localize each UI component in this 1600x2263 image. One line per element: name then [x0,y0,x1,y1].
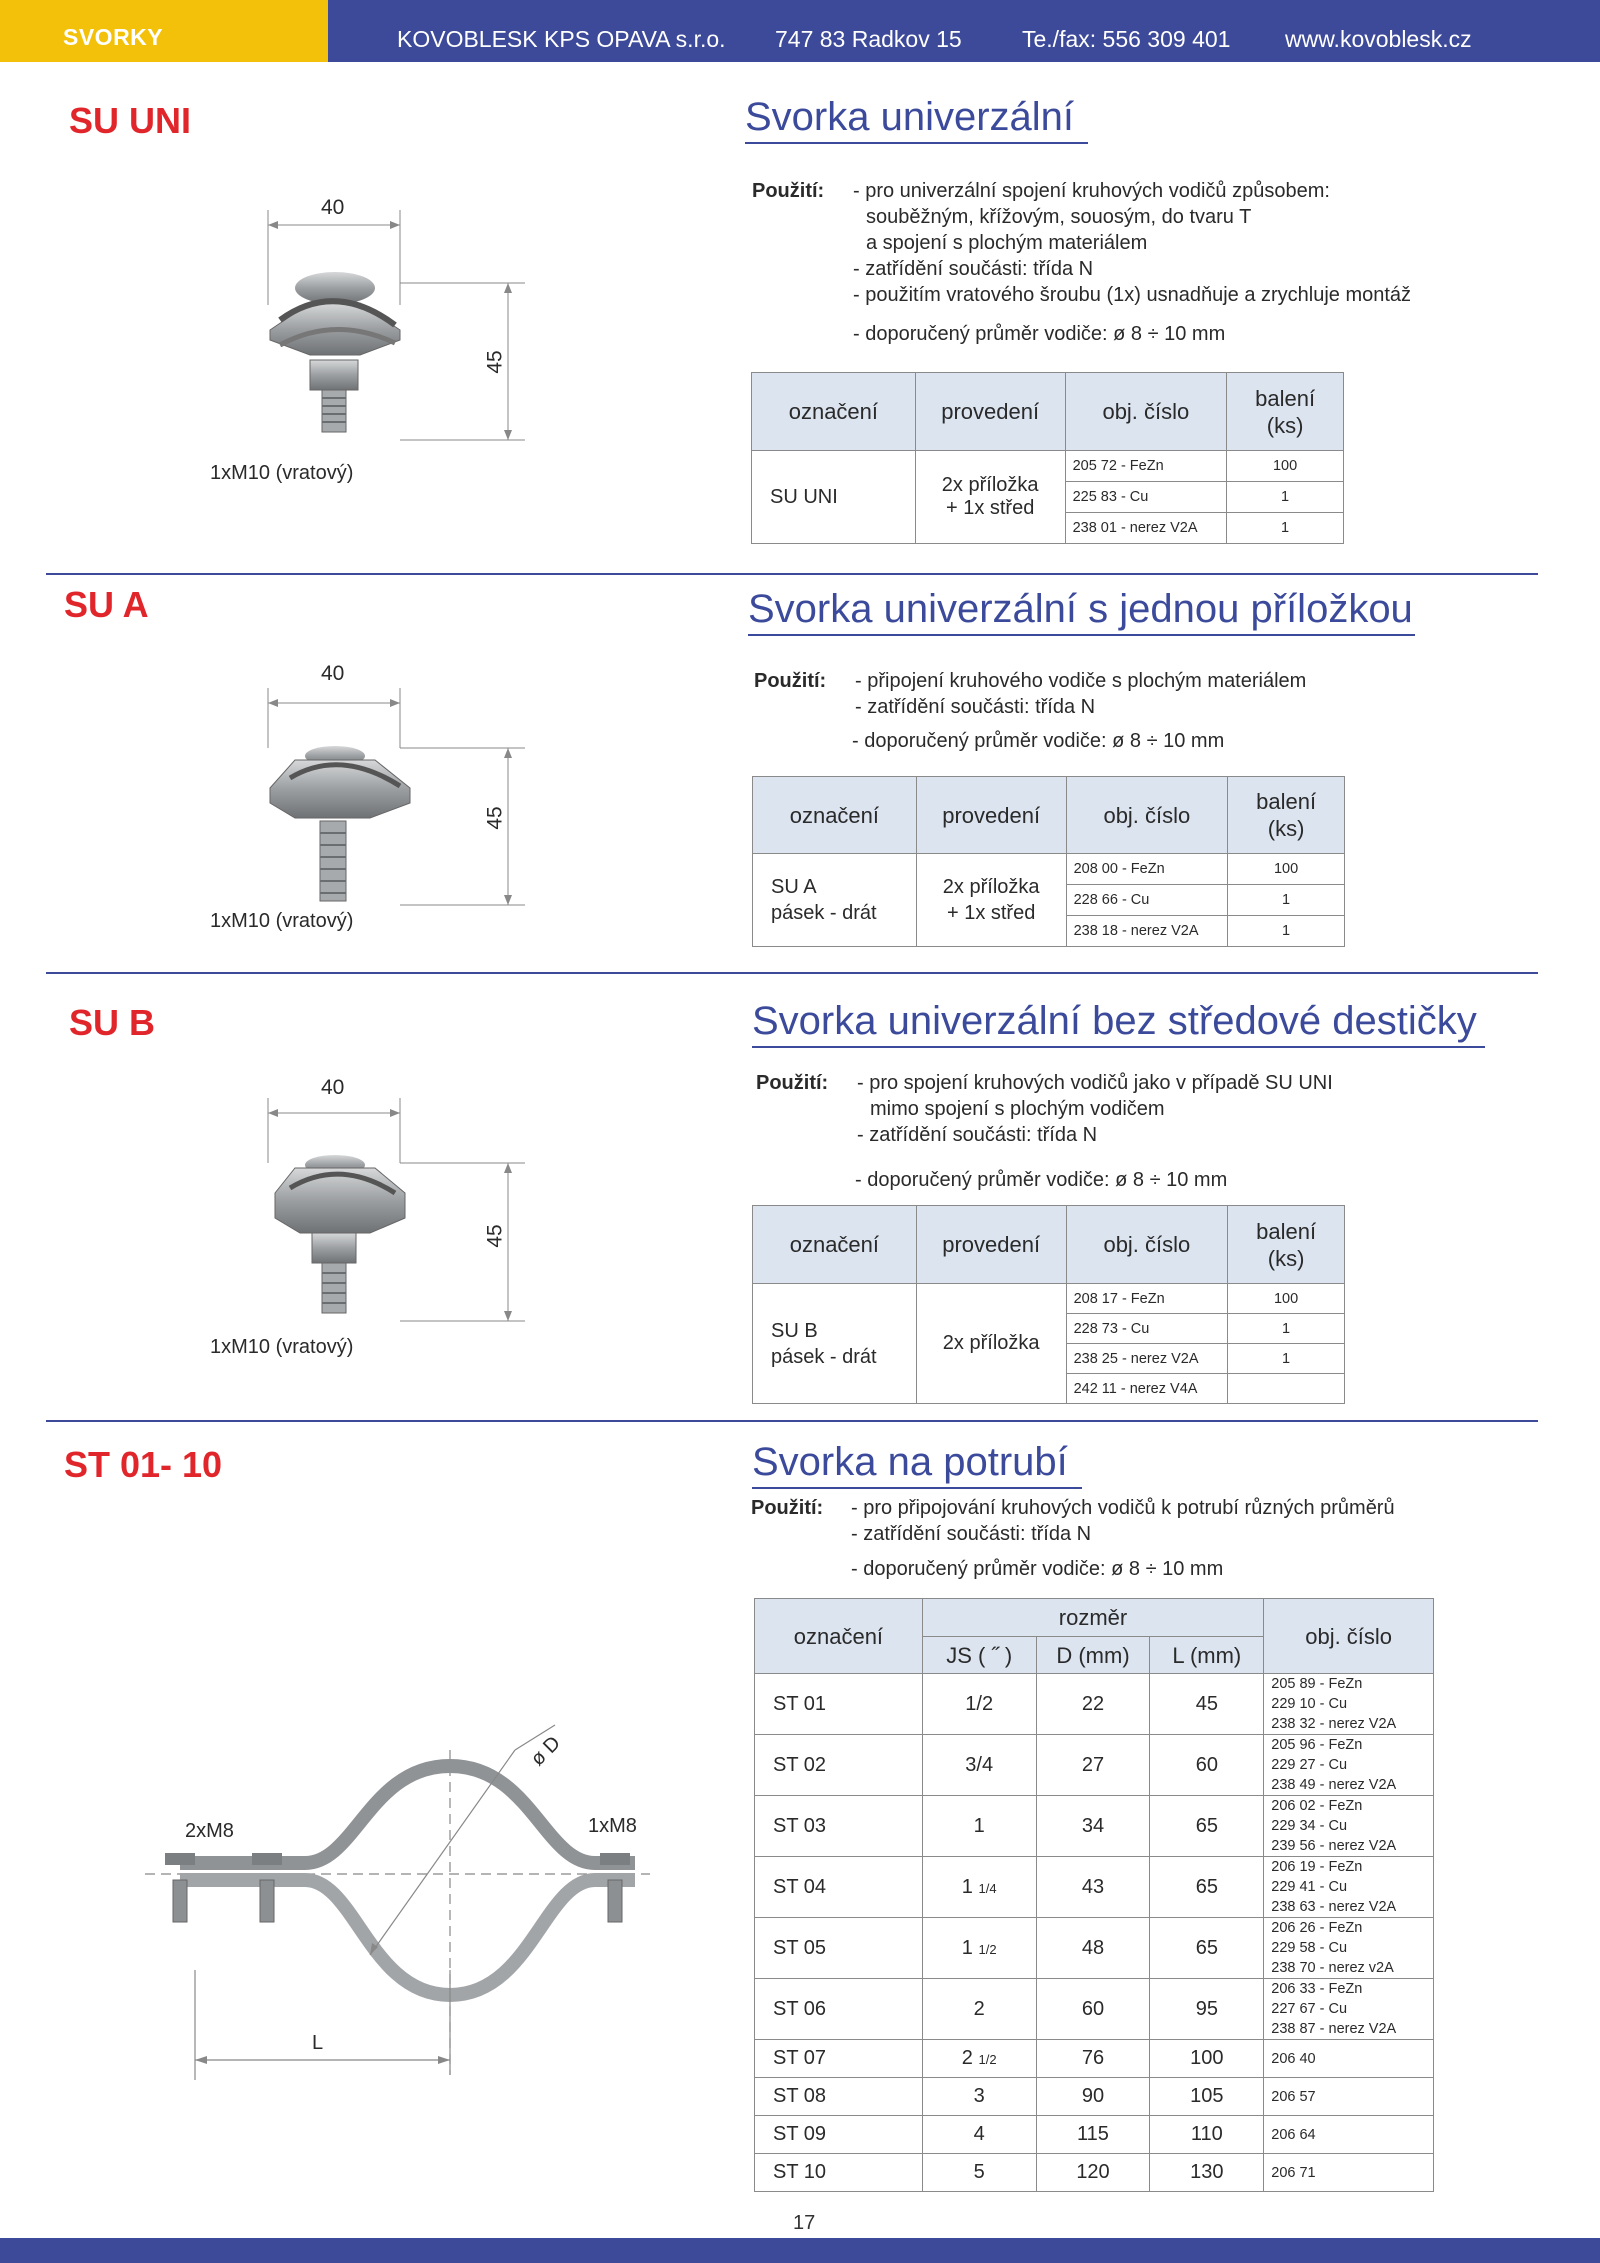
dimension-width-su-uni: 40 [321,196,345,219]
section-divider [46,573,1538,575]
dimension-width-su-a: 40 [321,662,345,685]
bolt-note-su-b: 1xM10 (vratový) [210,1336,354,1358]
obj-cislo-line: 206 19 - FeZn [1271,1859,1363,1875]
obj-cislo-line: 206 40 [1271,2050,1316,2067]
cell-baleni: 1 [1228,885,1345,916]
provedeni-line-1: 2x příložka [942,876,1040,898]
obj-cislo-line: 238 87 - nerez V2A [1271,2021,1397,2037]
col-header-baleni [1228,1206,1345,1284]
baleni-line-1: balení [1256,789,1317,814]
cell-oznaceni: ST 06 [755,1979,923,2040]
col-header-provedeni: provedení [916,1206,1066,1284]
product-code-st: ST 01- 10 [64,1444,223,1485]
cell-d: 115 [1036,2116,1150,2154]
col-header-provedeni: provedení [915,373,1065,451]
cell-obj-cislo: 228 73 - Cu [1066,1314,1228,1344]
usage-label-st: Použití: [751,1497,824,1519]
cell-js [922,2040,1036,2078]
js-value: 1/2 [965,1692,994,1715]
obj-cislo-line: 206 02 - FeZn [1271,1798,1363,1814]
spec-table-su-b [752,1205,1345,1404]
provedeni-line-2: + 1x střed [945,497,1035,519]
spec-table-su-uni [751,372,1344,544]
usage-line: - doporučený průměr vodiče: ø 8 ÷ 10 mm [853,323,1226,345]
cell-provedeni: 2x příložka [916,1284,1066,1404]
js-value: 2 [973,1997,985,2020]
cell-obj-cislo [1264,1674,1434,1735]
cell-baleni: 1 [1228,1314,1345,1344]
js-fraction: 1/2 [978,1941,997,1957]
obj-cislo-line: 205 96 - FeZn [1271,1737,1363,1753]
obj-cislo-line: 206 64 [1271,2126,1316,2143]
obj-cislo-line: 239 56 - nerez V2A [1271,1838,1397,1854]
dimension-height-su-b: 45 [483,1224,507,1248]
table-row [755,2078,1434,2116]
table-header-row [753,777,1345,854]
oznaceni-line-1: SU A [771,876,817,898]
clamp-illustration-su-a [250,678,530,913]
table-row [755,1857,1434,1918]
spec-table-st [754,1598,1434,2192]
usage-line: - doporučený průměr vodiče: ø 8 ÷ 10 mm [855,1169,1228,1191]
cell-baleni: 1 [1227,513,1344,544]
table-row [755,1735,1434,1796]
cell-l: 100 [1150,2040,1264,2078]
cell-baleni: 1 [1227,482,1344,513]
cell-oznaceni: ST 09 [755,2116,923,2154]
cell-obj-cislo: 238 18 - nerez V2A [1066,916,1228,947]
js-fraction: 1/4 [978,1880,997,1896]
cell-l: 65 [1150,1918,1264,1979]
page-number: 17 [793,2212,816,2234]
cell-baleni: 100 [1228,854,1345,885]
cell-l: 65 [1150,1796,1264,1857]
usage-line: - zatřídění součásti: třída N [855,696,1096,718]
obj-cislo-line: 229 34 - Cu [1271,1818,1348,1834]
obj-cislo-line: 238 63 - nerez V2A [1271,1899,1397,1915]
usage-label-su-uni: Použití: [752,180,825,202]
section-tag [0,0,328,62]
js-value: 3/4 [965,1753,994,1776]
cell-obj-cislo [1264,1979,1434,2040]
diameter-label: ø D [526,1731,565,1771]
cell-d: 120 [1036,2154,1150,2192]
table-header-row [753,1206,1345,1284]
cell-oznaceni: ST 07 [755,2040,923,2078]
oznaceni-line-2: pásek - drát [771,1345,877,1368]
company-web: www.kovoblesk.cz [1285,26,1472,52]
usage-line: - doporučený průměr vodiče: ø 8 ÷ 10 mm [851,1558,1224,1580]
page-header [0,0,1600,62]
company-address: 747 83 Radkov 15 [775,26,962,52]
cell-obj-cislo: 238 25 - nerez V2A [1066,1344,1228,1374]
provedeni-line-1: 2x příložka [941,474,1039,496]
spec-table-su-a [752,776,1345,947]
table-row [752,451,1344,482]
cell-oznaceni: ST 01 [755,1674,923,1735]
usage-line: - pro připojování kruhových vodičů k potrubí různých průměrů [851,1497,1395,1519]
company-phone: Te./fax: 556 309 401 [1022,26,1231,52]
cell-d: 48 [1036,1918,1150,1979]
usage-line: - zatřídění součásti: třída N [851,1523,1092,1545]
pipe-clamp-illustration [140,1730,660,2090]
cell-l: 130 [1150,2154,1264,2192]
dimension-height-su-a: 45 [483,806,507,830]
table-row [753,854,1345,885]
cell-obj-cislo [1264,2040,1434,2078]
oznaceni-line-2: pásek - drát [771,902,877,924]
js-value: 1 [961,1875,973,1898]
product-title-su-uni: Svorka univerzální [745,95,1088,144]
dimension-height-su-uni: 45 [483,350,507,374]
col-header-provedeni: provedení [916,777,1066,854]
cell-l: 105 [1150,2078,1264,2116]
obj-cislo-line: 238 32 - nerez V2A [1271,1716,1397,1732]
obj-cislo-line: 206 57 [1271,2088,1316,2105]
table-row [755,1979,1434,2040]
cell-baleni [1228,1374,1345,1404]
table-row [755,2116,1434,2154]
cell-obj-cislo [1264,2154,1434,2192]
usage-line: - pro spojení kruhových vodičů jako v případě SU UNI [857,1072,1333,1094]
table-row [755,1796,1434,1857]
cell-js [922,1796,1036,1857]
obj-cislo-line: 238 70 - nerez v2A [1271,1960,1394,1976]
cell-obj-cislo [1264,1918,1434,1979]
js-fraction: 1/2 [978,2052,997,2067]
cell-oznaceni: ST 03 [755,1796,923,1857]
cell-baleni: 1 [1228,916,1345,947]
cell-js [922,2078,1036,2116]
table-header-row [755,1599,1434,1637]
js-value: 5 [973,2161,985,2183]
cell-d: 34 [1036,1796,1150,1857]
obj-cislo-line: 227 67 - Cu [1271,2001,1348,2017]
cell-oznaceni: ST 08 [755,2078,923,2116]
cell-js [922,2154,1036,2192]
cell-d: 76 [1036,2040,1150,2078]
usage-line: - doporučený průměr vodiče: ø 8 ÷ 10 mm [852,730,1225,752]
product-title-su-b: Svorka univerzální bez středové destičky [752,999,1485,1048]
cell-l: 60 [1150,1735,1264,1796]
cell-d: 43 [1036,1857,1150,1918]
obj-cislo-line: 206 71 [1271,2164,1316,2181]
cell-oznaceni: ST 04 [755,1857,923,1918]
js-value: 4 [973,2123,985,2145]
cell-js [922,2116,1036,2154]
cell-js [922,1857,1036,1918]
cell-obj-cislo: 208 17 - FeZn [1066,1284,1228,1314]
cell-l: 95 [1150,1979,1264,2040]
cell-baleni: 1 [1228,1344,1345,1374]
table-row [755,1918,1434,1979]
right-bolt-label: 1xM8 [588,1815,637,1837]
oznaceni-line-1: SU B [771,1319,818,1342]
obj-cislo-line: 238 49 - nerez V2A [1271,1777,1397,1793]
product-code-su-a: SU A [64,584,149,625]
col-header-obj-cislo: obj. číslo [1066,777,1228,854]
cell-js [922,1979,1036,2040]
cell-oznaceni [753,1284,917,1404]
obj-cislo-line: 229 10 - Cu [1271,1696,1348,1712]
length-label: L [312,2032,324,2054]
obj-cislo-line: 206 26 - FeZn [1271,1920,1363,1936]
js-value: 2 [961,2047,973,2069]
baleni-line-2: (ks) [1267,1245,1305,1271]
col-header-oznaceni: označení [753,777,917,854]
clamp-illustration-su-uni [250,195,530,455]
usage-label-su-b: Použití: [756,1072,829,1094]
cell-provedeni [915,451,1065,544]
company-name: KOVOBLESK KPS OPAVA s.r.o. [397,26,726,52]
obj-cislo-line: 229 27 - Cu [1271,1757,1348,1773]
obj-cislo-line: 229 58 - Cu [1271,1940,1348,1956]
bolt-note-su-a: 1xM10 (vratový) [210,910,354,932]
usage-label-su-a: Použití: [754,670,827,692]
col-header-obj-cislo: obj. číslo [1264,1599,1434,1674]
cell-oznaceni: ST 02 [755,1735,923,1796]
js-value: 1 [973,1814,985,1837]
usage-line: - připojení kruhového vodiče s plochým materiálem [855,670,1307,692]
cell-obj-cislo: 225 83 - Cu [1065,482,1227,513]
col-header-oznaceni: označení [753,1206,917,1284]
cell-oznaceni: ST 10 [755,2154,923,2192]
js-value: 3 [973,2085,985,2107]
cell-obj-cislo: 208 00 - FeZn [1066,854,1228,885]
baleni-line-2: (ks) [1266,412,1304,438]
page-footer-bar [0,2238,1600,2263]
cell-obj-cislo: 205 72 - FeZn [1065,451,1227,482]
section-tag-label: SVORKY [63,24,164,50]
col-header-obj-cislo: obj. číslo [1066,1206,1228,1284]
cell-oznaceni [753,854,917,947]
usage-line: - pro univerzální spojení kruhových vodičů způsobem: [853,180,1330,202]
cell-js [922,1735,1036,1796]
cell-d: 22 [1036,1674,1150,1735]
provedeni-line-2: + 1x střed [946,902,1036,924]
cell-provedeni [916,854,1066,947]
usage-line: - použitím vratového šroubu (1x) usnadňuje a zrychluje montáž [853,284,1412,306]
usage-line: - zatřídění součásti: třída N [857,1124,1098,1146]
col-header-rozmer: rozměr [922,1599,1263,1637]
cell-d: 27 [1036,1735,1150,1796]
baleni-line-2: (ks) [1267,816,1305,841]
obj-cislo-line: 206 33 - FeZn [1271,1981,1363,1997]
col-header-obj-cislo: obj. číslo [1065,373,1227,451]
col-header-oznaceni: označení [755,1599,923,1674]
cell-l: 45 [1150,1674,1264,1735]
col-header-baleni [1227,373,1344,451]
obj-cislo-line: 229 41 - Cu [1271,1879,1348,1895]
table-header-row [752,373,1344,451]
clamp-illustration-su-b [250,1093,530,1333]
cell-l: 110 [1150,2116,1264,2154]
product-title-su-a: Svorka univerzální s jednou příložkou [748,587,1415,636]
left-bolt-label: 2xM8 [185,1820,234,1842]
cell-d: 90 [1036,2078,1150,2116]
col-header-js: JS ( ˝ ) [922,1637,1036,1674]
col-header-l: L (mm) [1150,1637,1264,1674]
dimension-width-su-b: 40 [321,1076,345,1099]
table-row [755,1674,1434,1735]
cell-obj-cislo: 242 11 - nerez V4A [1066,1374,1228,1404]
cell-obj-cislo [1264,1857,1434,1918]
usage-line: mimo spojení s plochým vodičem [870,1098,1165,1120]
bolt-note-su-uni: 1xM10 (vratový) [210,462,354,484]
cell-oznaceni: SU UNI [752,451,916,544]
table-row [755,2154,1434,2192]
cell-js [922,1674,1036,1735]
cell-obj-cislo [1264,1735,1434,1796]
product-title-st: Svorka na potrubí [752,1440,1082,1489]
baleni-line-1: balení [1255,385,1316,411]
baleni-line-1: balení [1256,1218,1317,1244]
cell-obj-cislo [1264,2078,1434,2116]
cell-obj-cislo: 238 01 - nerez V2A [1065,513,1227,544]
table-row [753,1284,1345,1314]
cell-baleni: 100 [1227,451,1344,482]
col-header-baleni [1228,777,1345,854]
cell-oznaceni: ST 05 [755,1918,923,1979]
col-header-d: D (mm) [1036,1637,1150,1674]
product-code-su-uni: SU UNI [69,100,192,141]
product-code-su-b: SU B [69,1002,156,1043]
col-header-oznaceni: označení [752,373,916,451]
table-row [755,2040,1434,2078]
cell-baleni: 100 [1228,1284,1345,1314]
cell-obj-cislo [1264,2116,1434,2154]
obj-cislo-line: 205 89 - FeZn [1271,1676,1363,1692]
cell-js [922,1918,1036,1979]
cell-d: 60 [1036,1979,1150,2040]
usage-line: souběžným, křížovým, souosým, do tvaru T [866,206,1252,228]
usage-line: a spojení s plochým materiálem [866,232,1148,254]
section-divider [46,1420,1538,1422]
js-value: 1 [961,1936,973,1959]
cell-obj-cislo [1264,1796,1434,1857]
usage-line: - zatřídění součásti: třída N [853,258,1094,280]
section-divider [46,972,1538,974]
cell-l: 65 [1150,1857,1264,1918]
cell-obj-cislo: 228 66 - Cu [1066,885,1228,916]
